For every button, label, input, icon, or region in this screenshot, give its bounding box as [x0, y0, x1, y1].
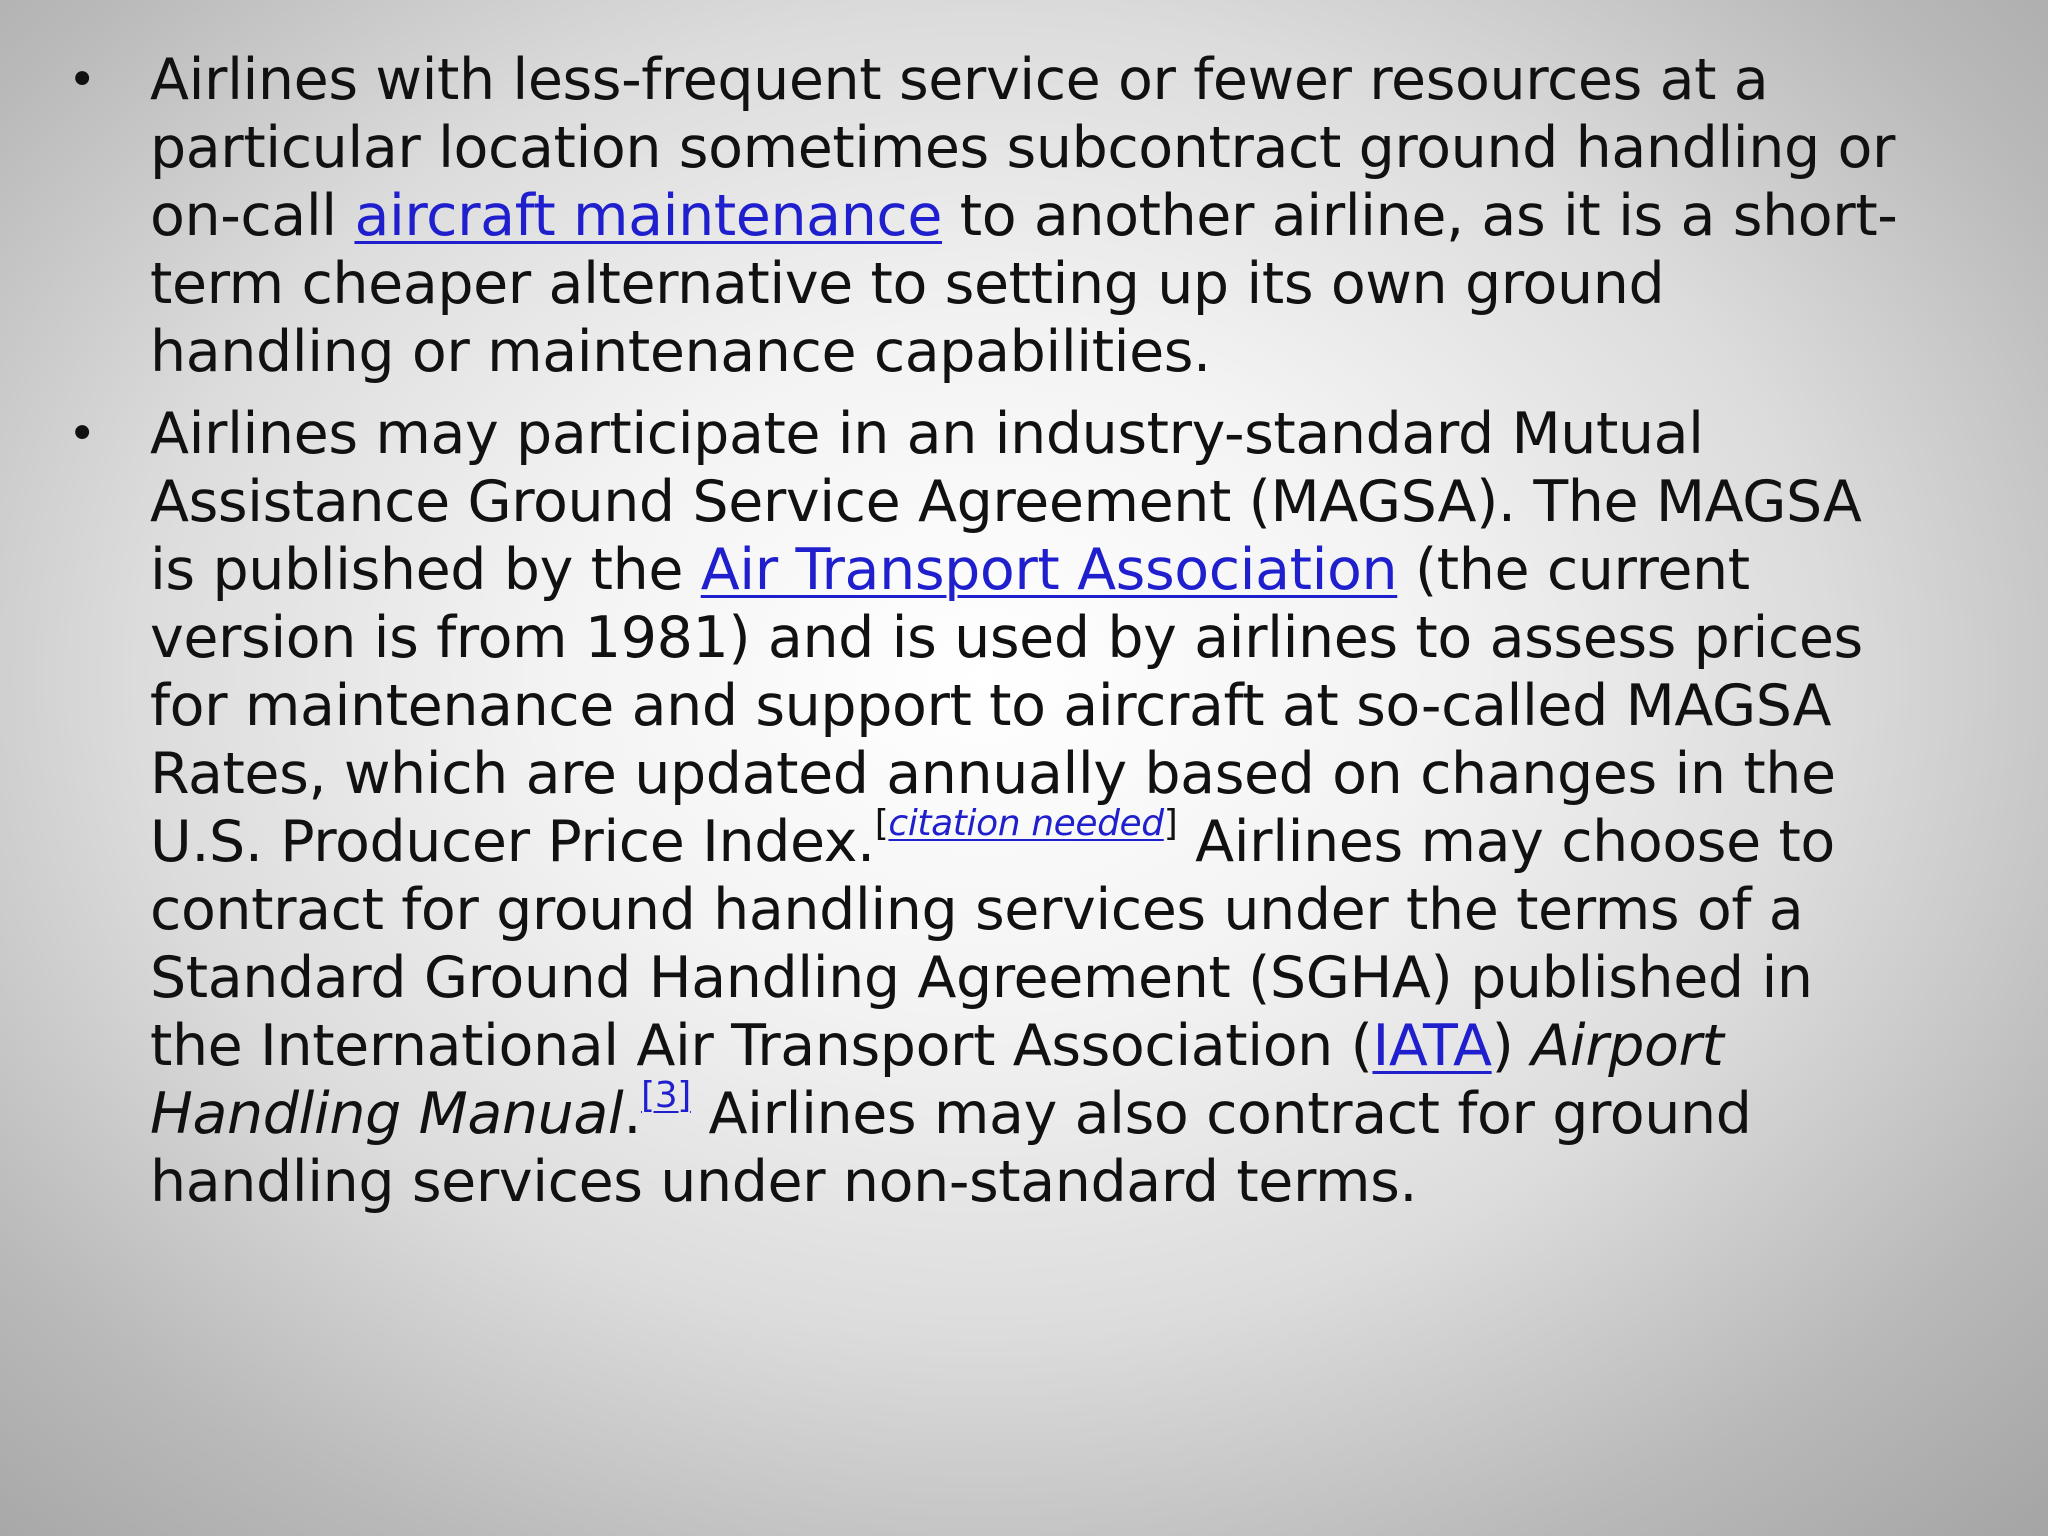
airport-handling-manual-title: Airport Handling Manual [150, 1013, 1724, 1147]
bullet-text: Airlines may also contract for ground handling services under non-standard terms. [150, 1081, 1752, 1215]
bullet-text: (the current version is from 1981) and is used by airlines to assess prices for maintenance and support to aircraft at so-called MAGSA Rates, which are updated annually based on changes in the U.S. Producer Price Index. [150, 537, 1863, 875]
aircraft-maintenance-link[interactable]: aircraft maintenance [354, 183, 943, 249]
bullet-text: ) [1491, 1013, 1532, 1079]
citation-needed-superscript [875, 803, 1178, 844]
bullet-text: Airlines may choose to contract for ground handling services under the terms of a Standard Ground Handling Agreement (SGHA) published in the International Air Transport Association ( [150, 809, 1835, 1079]
bullet-text: Airlines with less-frequent service or fewer resources at a particular location sometimes subcontract ground handling or on-call [150, 47, 1895, 249]
reference-superscript [641, 1075, 691, 1116]
iata-link[interactable]: IATA [1372, 1013, 1492, 1079]
reference-3-link[interactable]: [3] [641, 1075, 691, 1116]
citation-bracket-open: [ [874, 803, 889, 844]
bullet-item-subcontracting [0, 46, 1950, 386]
air-transport-association-link[interactable]: Air Transport Association [700, 537, 1398, 603]
citation-bracket-close: ] [1163, 803, 1178, 844]
bullet-text: to another airline, as it is a short-term cheaper alternative to setting up its own ground handling or maintenance capabilities. [150, 183, 1898, 385]
bullet-text: . [623, 1081, 642, 1147]
bullet-text: Airlines may participate in an industry-standard Mutual Assistance Ground Service Agreement (MAGSA). The MAGSA is published by the [150, 401, 1862, 603]
bullet-icon: • [68, 406, 96, 462]
bullet-item-magsa [0, 400, 1950, 1216]
bullet-icon: • [68, 52, 96, 108]
citation-needed-link[interactable]: citation needed [888, 803, 1164, 844]
bullet-list [0, 46, 2048, 1216]
